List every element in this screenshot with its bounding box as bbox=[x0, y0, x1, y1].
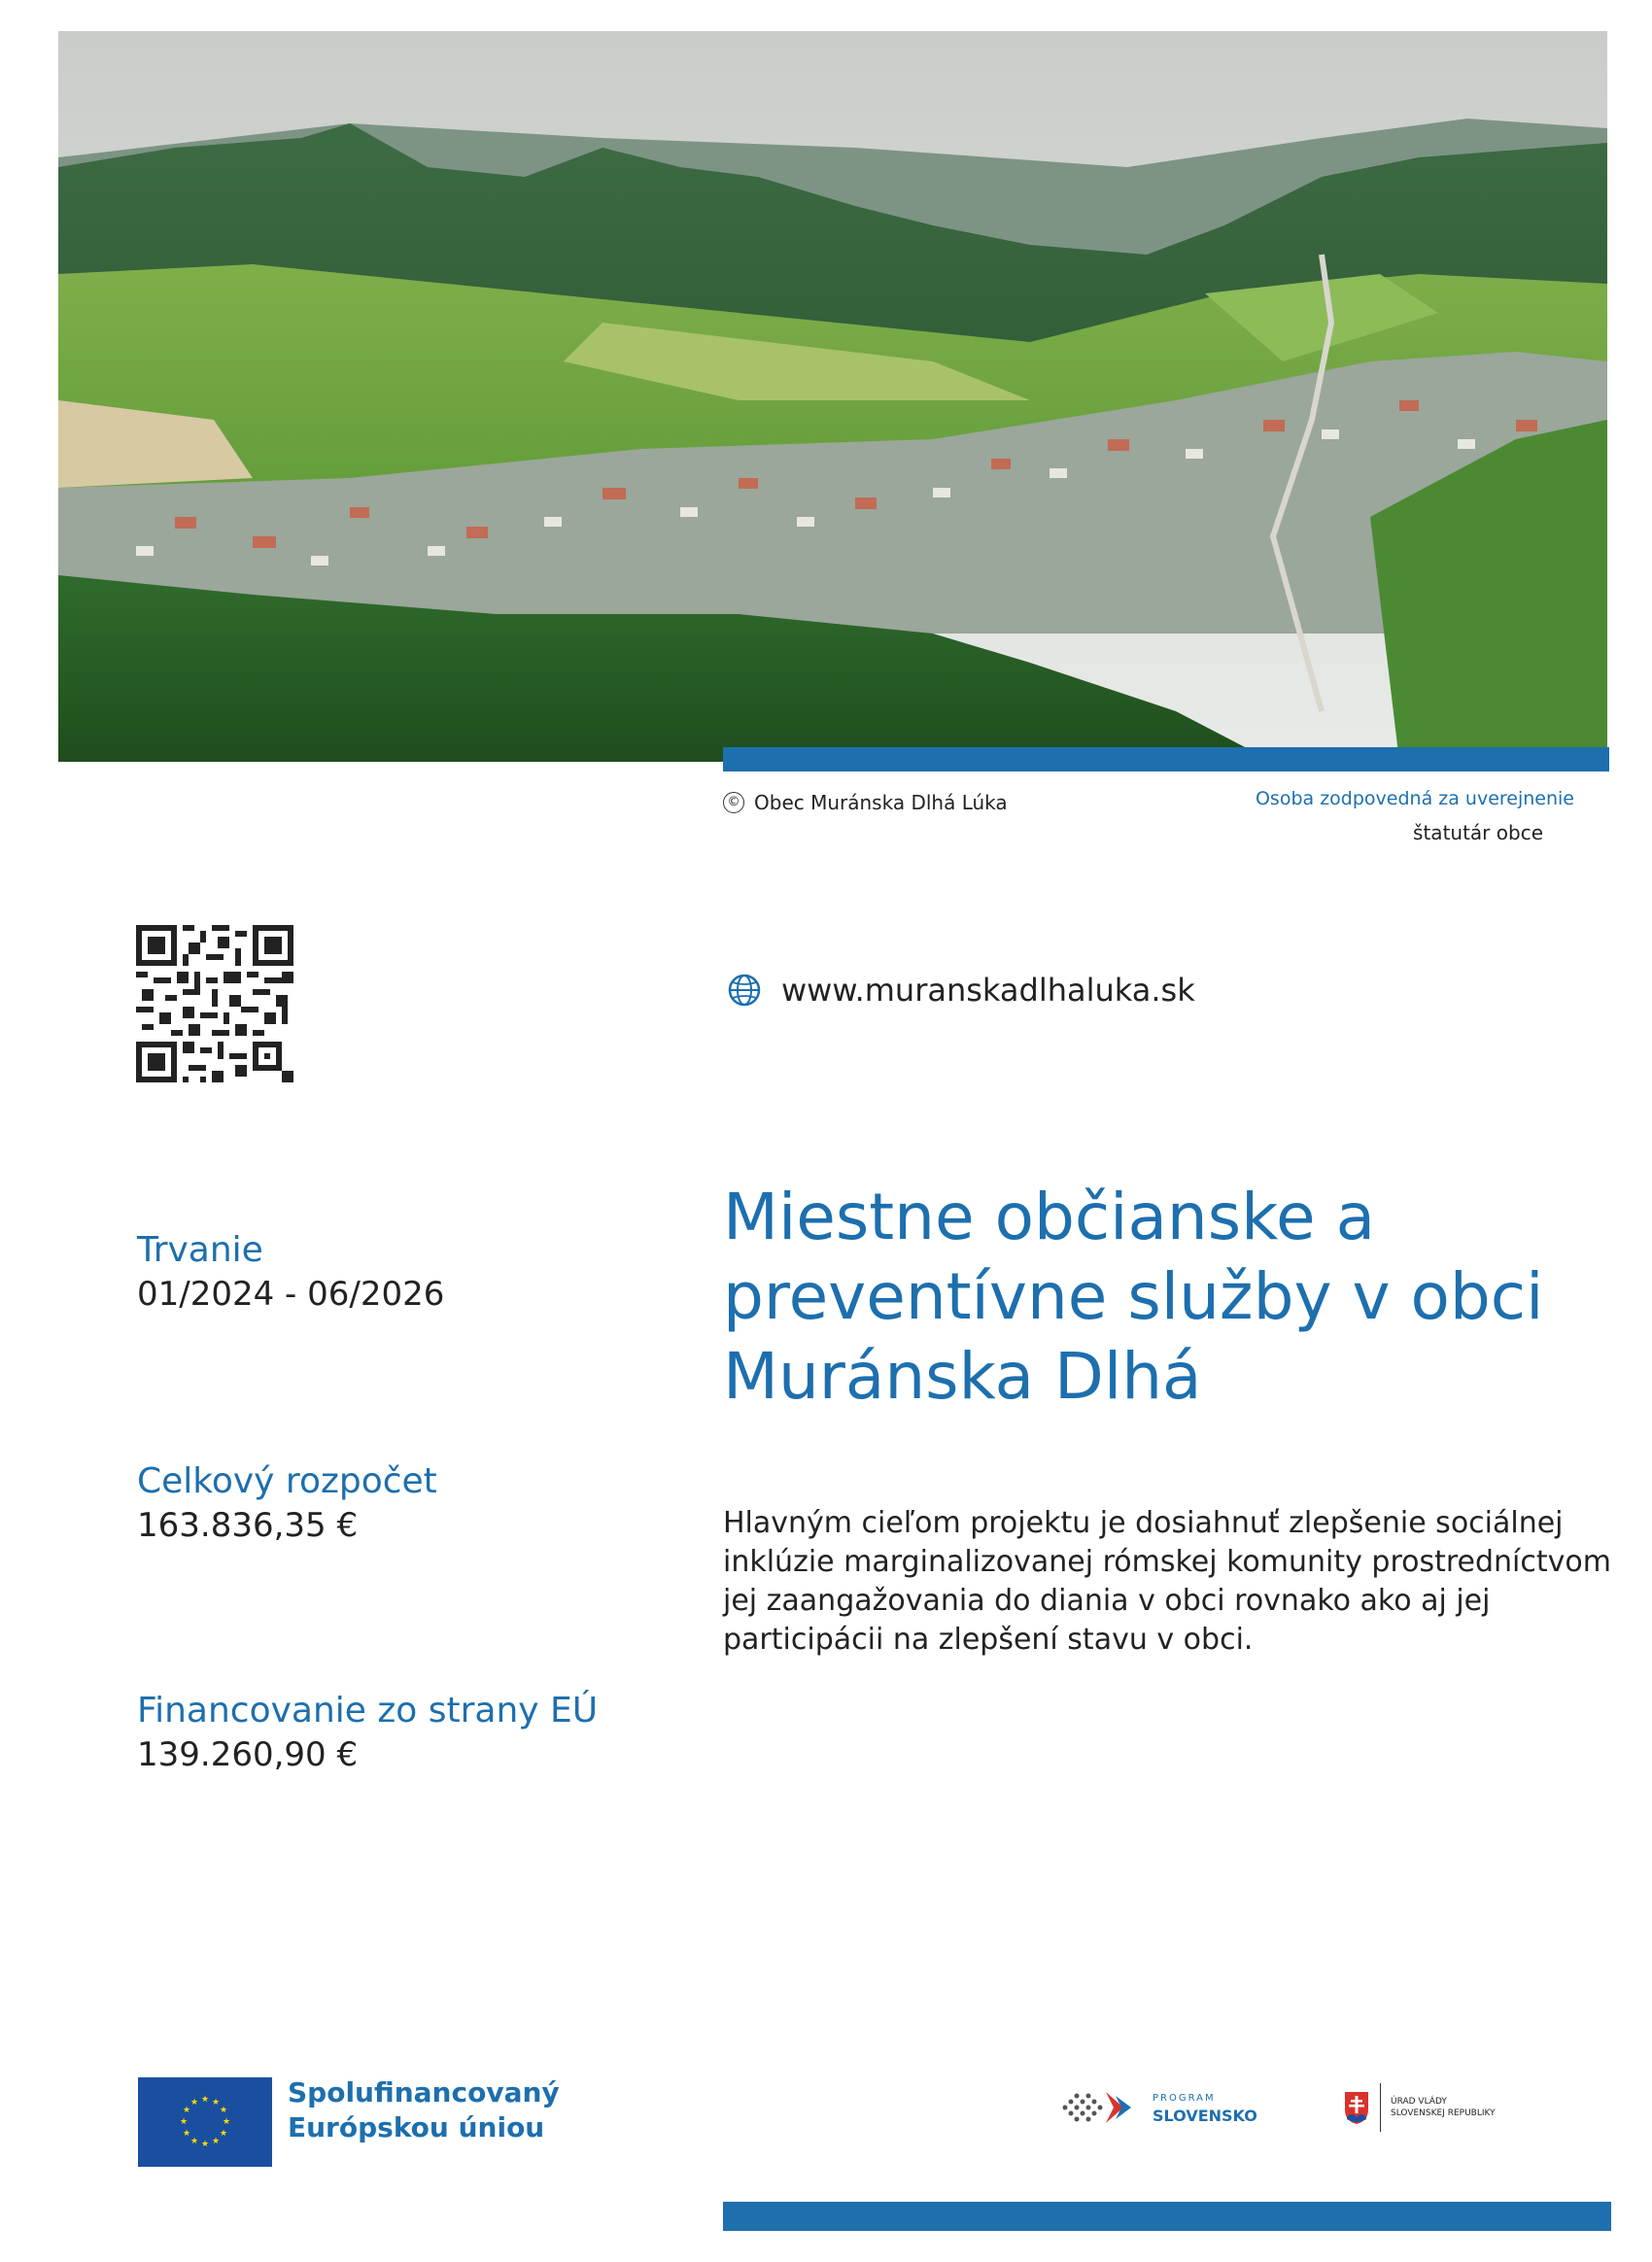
svg-text:★: ★ bbox=[189, 2137, 199, 2146]
qr-code[interactable] bbox=[136, 925, 293, 1082]
program-big-text: SLOVENSKO bbox=[1153, 2107, 1257, 2125]
accent-bar-bottom bbox=[723, 2202, 1611, 2231]
government-office-logo bbox=[1343, 2083, 1496, 2132]
responsible-person-value: štatutár obce bbox=[1413, 821, 1543, 844]
svg-text:★: ★ bbox=[182, 2106, 191, 2115]
logo-divider bbox=[1380, 2083, 1381, 2132]
budget-value: 163.836,35 € bbox=[137, 1506, 359, 1545]
budget-label: Celkový rozpočet bbox=[137, 1461, 437, 1501]
svg-text:★: ★ bbox=[200, 2140, 210, 2149]
svg-text:★: ★ bbox=[219, 2106, 228, 2115]
responsible-person-label: Osoba zodpovedná za uverejnenie bbox=[1255, 788, 1574, 809]
program-slovensko-icon bbox=[1059, 2084, 1141, 2131]
program-small-text: PROGRAM bbox=[1153, 2093, 1216, 2104]
office-line-1: ÚRAD VLÁDY bbox=[1391, 2097, 1447, 2107]
project-description: Hlavným cieľom projektu je dosiahnuť zlepšenie sociálnej inklúzie marginalizovanej rómskej komunity prostredníctvom jej zaangažovania do diania v obci rovnako ako aj jej participácii na zlepšení stavu v obci. bbox=[723, 1506, 1611, 1657]
eu-flag-icon bbox=[138, 2077, 272, 2167]
photo-credit bbox=[723, 791, 1008, 814]
svg-text:★: ★ bbox=[179, 2117, 189, 2127]
globe-icon bbox=[727, 973, 762, 1008]
svg-text:★: ★ bbox=[222, 2117, 231, 2127]
website-url: www.muranskadlhaluka.sk bbox=[781, 972, 1195, 1009]
svg-text:★: ★ bbox=[211, 2098, 221, 2108]
svg-text:★: ★ bbox=[189, 2098, 199, 2108]
project-title: Miestne občianske a preventívne služby v obci Muránska Dlhá bbox=[723, 1180, 1544, 1414]
eu-funding-label: Financovanie zo strany EÚ bbox=[137, 1691, 599, 1731]
copyright-icon: © bbox=[723, 792, 744, 813]
office-line-2: SLOVENSKEJ REPUBLIKY bbox=[1391, 2108, 1496, 2118]
svg-text:★: ★ bbox=[182, 2129, 191, 2139]
duration-value: 01/2024 - 06/2026 bbox=[137, 1275, 445, 1314]
eu-funding-value: 139.260,90 € bbox=[137, 1735, 359, 1774]
svg-text:★: ★ bbox=[200, 2095, 210, 2105]
program-slovensko-logo bbox=[1059, 2084, 1257, 2131]
website-link[interactable] bbox=[727, 972, 1195, 1009]
duration-label: Trvanie bbox=[137, 1230, 263, 1270]
photo-credit-text: Obec Muránska Dlhá Lúka bbox=[754, 791, 1008, 814]
svg-text:★: ★ bbox=[219, 2129, 228, 2139]
eu-cofinanced-text: Spolufinancovaný Európskou úniou bbox=[288, 2076, 560, 2143]
hero-photo bbox=[58, 31, 1607, 762]
slovak-coat-of-arms-icon bbox=[1343, 2090, 1370, 2125]
accent-bar-top bbox=[723, 747, 1609, 771]
svg-text:★: ★ bbox=[211, 2137, 221, 2146]
